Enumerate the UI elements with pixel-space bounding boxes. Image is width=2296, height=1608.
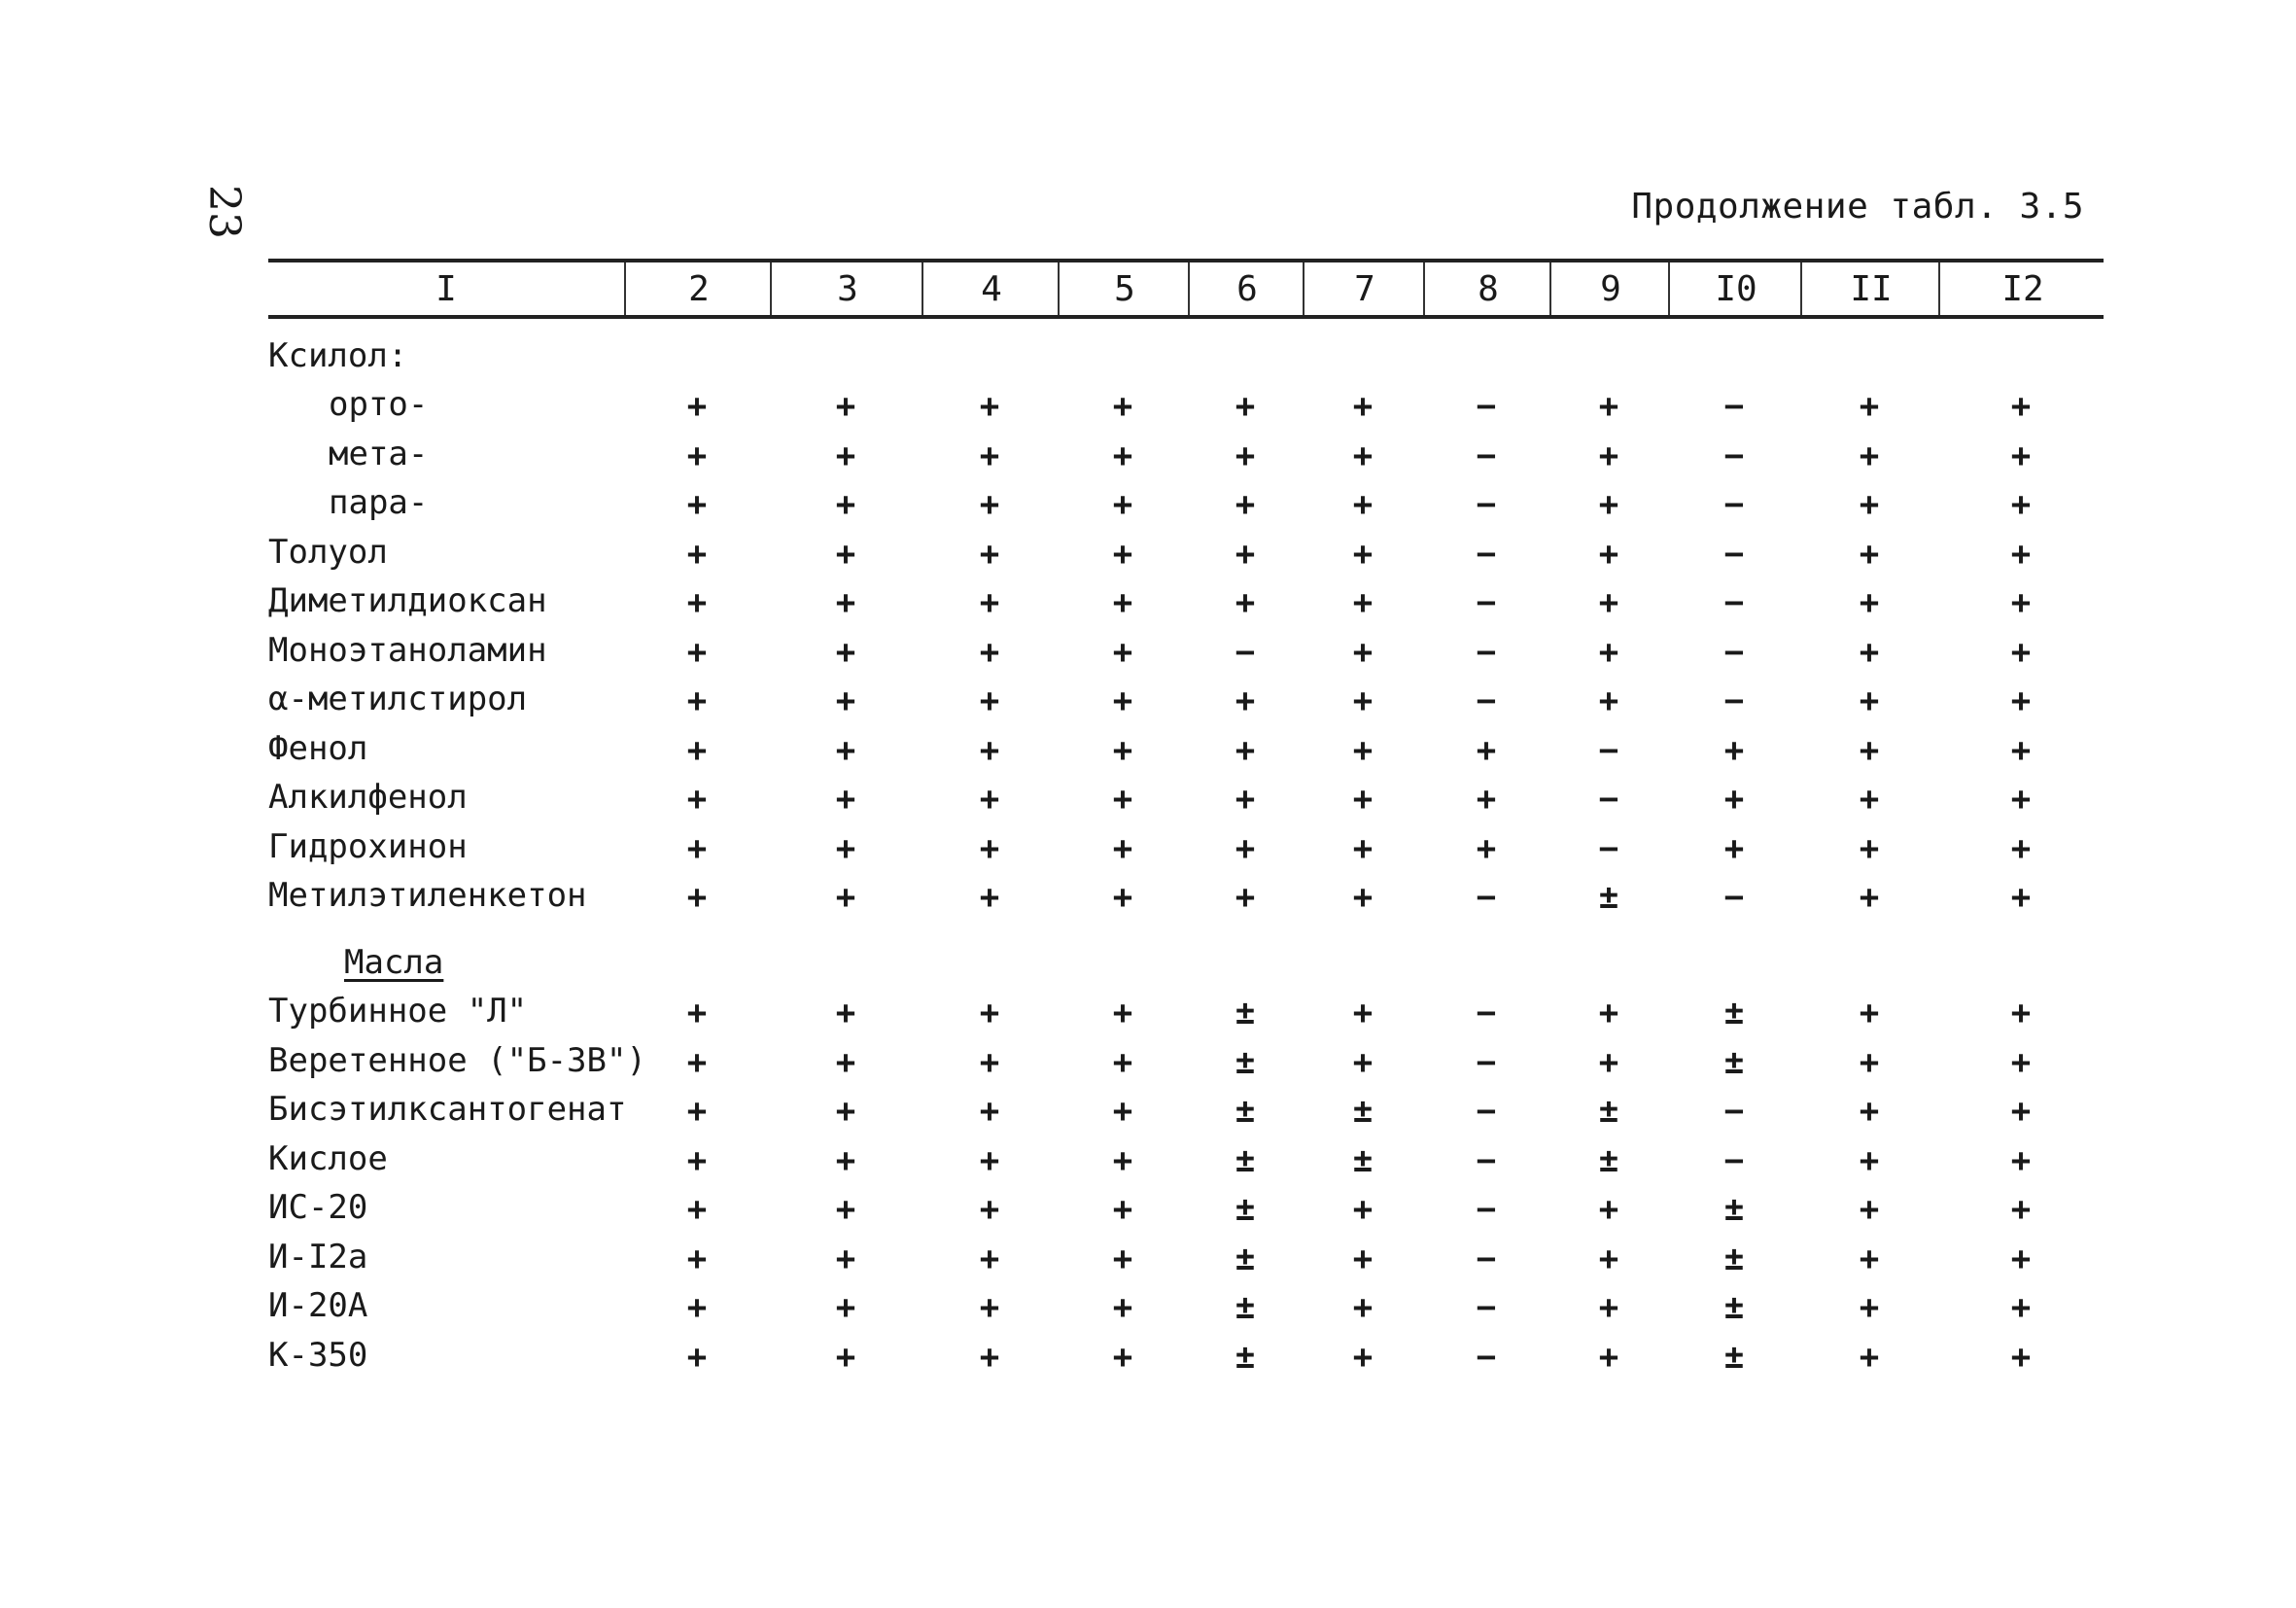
table-cell: +: [1598, 994, 1619, 1032]
table-cell: +: [835, 994, 856, 1032]
table-cell: +: [686, 994, 708, 1032]
row-label: Гидрохинон: [268, 826, 468, 866]
table-row: [268, 429, 2104, 478]
table-row: [268, 1035, 2104, 1085]
table-cell: +: [1112, 828, 1133, 868]
row-label: пара-: [329, 483, 429, 522]
table-cell: ±: [1723, 1042, 1745, 1082]
row-label: Метилэтиленкетон: [268, 876, 587, 915]
table-cell: −: [1476, 1190, 1497, 1229]
table-cell: +: [1598, 1239, 1619, 1278]
table-cell: +: [686, 1239, 708, 1278]
table-cell: +: [1723, 780, 1745, 819]
row-label: орто-: [329, 385, 429, 424]
table-cell: +: [2010, 583, 2032, 622]
table-cell: +: [835, 1092, 856, 1131]
table-cell: ±: [1723, 1239, 1745, 1278]
table-row: [268, 937, 2104, 987]
table-cell: +: [686, 436, 708, 475]
table-cell: +: [1352, 1288, 1374, 1327]
table-cell: +: [1352, 1337, 1374, 1377]
table-row: [268, 576, 2104, 625]
table-cell: +: [979, 436, 1000, 475]
table-cell: +: [979, 994, 1000, 1032]
table-cell: −: [1723, 387, 1745, 426]
table-cell: +: [1859, 387, 1880, 426]
table-cell: +: [1598, 583, 1619, 622]
table-cell: −: [1476, 1337, 1497, 1377]
table-cell: +: [686, 780, 708, 819]
table-cell: +: [979, 828, 1000, 868]
row-label: Масла: [344, 942, 444, 982]
column-header: 2: [624, 262, 772, 315]
table-cell: +: [2010, 1092, 2032, 1131]
table-cell: +: [1112, 682, 1133, 720]
table-cell: +: [1723, 730, 1745, 770]
table-cell: −: [1476, 994, 1497, 1032]
table-cell: ±: [1598, 878, 1619, 917]
table-cell: +: [979, 485, 1000, 524]
table-cell: +: [1598, 682, 1619, 720]
table-cell: +: [1112, 1092, 1133, 1131]
table-cell: +: [1235, 436, 1256, 475]
table-cell: +: [1598, 485, 1619, 524]
table-cell: +: [1352, 878, 1374, 917]
table-cell: +: [1859, 994, 1880, 1032]
table-row: [268, 1232, 2104, 1281]
table-cell: +: [1859, 1140, 1880, 1180]
table-row: [268, 723, 2104, 773]
table-cell: +: [979, 1140, 1000, 1180]
table-cell: ±: [1352, 1092, 1374, 1131]
table-cell: −: [1723, 1140, 1745, 1180]
table-cell: +: [1476, 730, 1497, 770]
table-cell: +: [1112, 1190, 1133, 1229]
table-cell: +: [1598, 1042, 1619, 1082]
table-cell: −: [1723, 1092, 1745, 1131]
table-cell: +: [686, 534, 708, 574]
table-cell: +: [2010, 436, 2032, 475]
table-header: [268, 259, 2104, 319]
column-header: I0: [1668, 262, 1802, 315]
table-cell: +: [2010, 878, 2032, 917]
table-cell: +: [1859, 583, 1880, 622]
table-cell: −: [1723, 583, 1745, 622]
table-cell: ±: [1598, 1140, 1619, 1180]
column-header: 5: [1058, 262, 1190, 315]
table-cell: +: [1723, 828, 1745, 868]
table-row: [268, 1330, 2104, 1380]
table-cell: +: [1598, 1337, 1619, 1377]
table-cell: +: [2010, 1042, 2032, 1082]
table-cell: −: [1723, 878, 1745, 917]
table-cell: +: [979, 387, 1000, 426]
table-row: [268, 625, 2104, 675]
row-label: ИС-20: [268, 1188, 368, 1227]
table-cell: +: [979, 682, 1000, 720]
table-cell: +: [1235, 583, 1256, 622]
table-cell: +: [2010, 682, 2032, 720]
table-cell: ±: [1598, 1092, 1619, 1131]
table-cell: +: [835, 632, 856, 672]
table-body: [268, 331, 2104, 1379]
table-row: [268, 986, 2104, 1035]
table-row: [268, 1280, 2104, 1330]
table-cell: +: [1352, 828, 1374, 868]
table-cell: −: [1723, 534, 1745, 574]
table-cell: +: [835, 1190, 856, 1229]
table-cell: +: [1235, 682, 1256, 720]
table-cell: ±: [1235, 994, 1256, 1032]
column-header: 4: [922, 262, 1060, 315]
table-cell: −: [1476, 682, 1497, 720]
table-cell: −: [1476, 436, 1497, 475]
table-cell: +: [835, 1140, 856, 1180]
table-cell: +: [2010, 485, 2032, 524]
table-cell: +: [1112, 878, 1133, 917]
table-cell: +: [1352, 1190, 1374, 1229]
table-cell: +: [686, 1042, 708, 1082]
table-cell: +: [1859, 1288, 1880, 1327]
row-label: К-350: [268, 1335, 368, 1375]
table-cell: +: [2010, 828, 2032, 868]
table-cell: +: [1235, 878, 1256, 917]
table-row: [268, 1084, 2104, 1134]
table-cell: +: [2010, 534, 2032, 574]
table-cell: −: [1723, 436, 1745, 475]
table-cell: +: [2010, 780, 2032, 819]
row-label: И-20А: [268, 1286, 368, 1325]
table-cell: +: [1112, 632, 1133, 672]
table-cell: +: [1859, 780, 1880, 819]
table-cell: +: [1859, 1042, 1880, 1082]
table-cell: +: [1352, 730, 1374, 770]
table-cell: +: [835, 730, 856, 770]
column-header: 6: [1188, 262, 1305, 315]
table-cell: +: [2010, 730, 2032, 770]
row-label: Кислое: [268, 1138, 388, 1178]
table-row: [268, 331, 2104, 379]
table-cell: +: [979, 780, 1000, 819]
table-row: [268, 1134, 2104, 1183]
row-label: Ксилол:: [268, 336, 408, 375]
table-cell: −: [1235, 632, 1256, 672]
column-header: II: [1800, 262, 1940, 315]
table-cell: +: [686, 1288, 708, 1327]
table-cell: +: [1859, 1337, 1880, 1377]
column-header: I: [435, 268, 457, 309]
table-cell: +: [1112, 1337, 1133, 1377]
table-cell: +: [2010, 1190, 2032, 1229]
table-cell: ±: [1235, 1288, 1256, 1327]
table-cell: −: [1476, 632, 1497, 672]
table-cell: +: [835, 485, 856, 524]
table-cell: +: [1112, 1239, 1133, 1278]
table-row: [268, 527, 2104, 577]
table-cell: +: [979, 632, 1000, 672]
table-cell: +: [1859, 730, 1880, 770]
table-cell: ±: [1235, 1092, 1256, 1131]
table-cell: +: [1598, 632, 1619, 672]
table-cell: +: [835, 682, 856, 720]
table-cell: ±: [1235, 1239, 1256, 1278]
table-cell: +: [686, 387, 708, 426]
row-label: α-метилстирол: [268, 680, 528, 718]
table-cell: +: [686, 878, 708, 917]
table-cell: +: [979, 534, 1000, 574]
table-cell: ±: [1235, 1042, 1256, 1082]
table-cell: +: [1352, 436, 1374, 475]
table-cell: +: [1598, 534, 1619, 574]
table-cell: +: [2010, 994, 2032, 1032]
table-cell: ±: [1235, 1337, 1256, 1377]
table-cell: +: [835, 534, 856, 574]
row-label: мета-: [329, 434, 429, 473]
table-cell: +: [1112, 780, 1133, 819]
table-cell: +: [979, 730, 1000, 770]
table-cell: +: [686, 632, 708, 672]
table-cell: +: [686, 1092, 708, 1131]
table-cell: +: [686, 730, 708, 770]
table-cell: +: [979, 878, 1000, 917]
column-header: 8: [1423, 262, 1551, 315]
table-row: [268, 674, 2104, 723]
table-cell: +: [1859, 632, 1880, 672]
table-cell: +: [979, 1042, 1000, 1082]
table-cell: +: [1598, 387, 1619, 426]
table-cell: +: [1352, 780, 1374, 819]
table-cell: +: [686, 1140, 708, 1180]
table-cell: +: [835, 1042, 856, 1082]
table-cell: +: [835, 436, 856, 475]
table-cell: +: [835, 1288, 856, 1327]
row-label: Турбинное "Л": [268, 992, 528, 1031]
table-cell: ±: [1235, 1190, 1256, 1229]
table-cell: +: [1859, 436, 1880, 475]
table-cell: +: [2010, 1140, 2032, 1180]
table-cell: +: [1859, 534, 1880, 574]
row-label: Веретенное ("Б-3В"): [268, 1040, 646, 1080]
table-cell: +: [1598, 1190, 1619, 1229]
table-cell: −: [1476, 1239, 1497, 1278]
table-cell: +: [1352, 632, 1374, 672]
table-cell: +: [1352, 583, 1374, 622]
table-cell: −: [1598, 780, 1619, 819]
row-label: И-I2а: [268, 1237, 368, 1276]
table-cell: +: [835, 828, 856, 868]
table-cell: +: [2010, 1337, 2032, 1377]
table-cell: +: [1352, 387, 1374, 426]
table-cell: +: [1112, 1288, 1133, 1327]
row-label: Диметилдиоксан: [268, 581, 547, 620]
table-cell: +: [2010, 387, 2032, 426]
table-cell: +: [1352, 534, 1374, 574]
table-cell: +: [1859, 1239, 1880, 1278]
table-cell: +: [1476, 828, 1497, 868]
table-cell: +: [686, 1337, 708, 1377]
table-cell: +: [1112, 485, 1133, 524]
table-cell: −: [1476, 1042, 1497, 1082]
table-cell: −: [1476, 1288, 1497, 1327]
table-cell: +: [835, 1239, 856, 1278]
table-cell: −: [1723, 632, 1745, 672]
table-cell: +: [979, 1337, 1000, 1377]
page-number: 23: [199, 185, 249, 239]
table-cell: ±: [1235, 1140, 1256, 1180]
table-cell: +: [1352, 1042, 1374, 1082]
table-cell: +: [979, 583, 1000, 622]
table-cell: −: [1476, 1140, 1497, 1180]
row-label: Фенол: [268, 728, 368, 768]
table-row: [268, 1182, 2104, 1232]
table-cell: +: [979, 1092, 1000, 1131]
table-cell: ±: [1723, 1337, 1745, 1377]
table-cell: +: [979, 1190, 1000, 1229]
table-cell: +: [1235, 828, 1256, 868]
table-cell: −: [1723, 682, 1745, 720]
table-cell: +: [1112, 534, 1133, 574]
table-cell: +: [835, 878, 856, 917]
table-cell: +: [1476, 780, 1497, 819]
table-cell: ±: [1723, 1288, 1745, 1327]
table-row: [268, 870, 2104, 920]
row-label: Алкилфенол: [268, 778, 468, 817]
table-cell: −: [1598, 730, 1619, 770]
column-header: 7: [1303, 262, 1425, 315]
table-cell: +: [686, 583, 708, 622]
table-cell: +: [1859, 878, 1880, 917]
row-label: Толуол: [268, 532, 388, 572]
table-cell: ±: [1352, 1140, 1374, 1180]
table-cell: −: [1476, 387, 1497, 426]
table-cell: +: [1112, 1140, 1133, 1180]
table-cell: +: [1598, 436, 1619, 475]
table-cell: +: [2010, 1239, 2032, 1278]
table-cell: +: [1235, 730, 1256, 770]
table-cell: +: [1112, 1042, 1133, 1082]
table-cell: −: [1476, 583, 1497, 622]
table-cell: −: [1598, 828, 1619, 868]
column-header: I2: [1938, 262, 2105, 315]
table-cell: −: [1476, 534, 1497, 574]
table-cell: +: [1859, 682, 1880, 720]
table-cell: +: [1112, 436, 1133, 475]
table-cell: +: [1598, 1288, 1619, 1327]
table-cell: +: [686, 1190, 708, 1229]
table-cell: +: [2010, 1288, 2032, 1327]
column-header: 9: [1549, 262, 1670, 315]
table-cell: +: [835, 780, 856, 819]
table-cell: ±: [1723, 994, 1745, 1032]
table-row: [268, 772, 2104, 821]
table-cell: +: [1112, 583, 1133, 622]
table-cell: +: [1235, 387, 1256, 426]
table-row: [268, 477, 2104, 527]
table-cell: +: [835, 583, 856, 622]
table-cell: +: [1112, 994, 1133, 1032]
table-cell: +: [1352, 682, 1374, 720]
table-cell: +: [686, 682, 708, 720]
table-cell: +: [1352, 994, 1374, 1032]
table-cell: +: [1859, 828, 1880, 868]
table-cell: ±: [1723, 1190, 1745, 1229]
table-cell: +: [1859, 485, 1880, 524]
table-cell: +: [1352, 1239, 1374, 1278]
table-cell: +: [979, 1239, 1000, 1278]
table-cell: +: [835, 1337, 856, 1377]
table-caption: Продолжение табл. 3.5: [1631, 187, 2084, 227]
table-cell: +: [686, 828, 708, 868]
table-cell: +: [1112, 730, 1133, 770]
row-label: Бисэтилксантогенат: [268, 1090, 627, 1129]
table-cell: +: [2010, 632, 2032, 672]
table-cell: +: [979, 1288, 1000, 1327]
table-cell: −: [1476, 1092, 1497, 1131]
table-cell: +: [1352, 485, 1374, 524]
table-cell: +: [686, 485, 708, 524]
table-row: [268, 379, 2104, 429]
table-cell: −: [1723, 485, 1745, 524]
table-cell: +: [1235, 780, 1256, 819]
column-header: 3: [770, 262, 923, 315]
table-cell: +: [1235, 485, 1256, 524]
table-cell: +: [1112, 387, 1133, 426]
table-cell: −: [1476, 878, 1497, 917]
table-row: [268, 821, 2104, 871]
table-cell: −: [1476, 485, 1497, 524]
table-cell: +: [1859, 1190, 1880, 1229]
table-cell: +: [835, 387, 856, 426]
row-label: Моноэтаноламин: [268, 630, 547, 670]
table-cell: +: [1859, 1092, 1880, 1131]
table-cell: +: [1235, 534, 1256, 574]
